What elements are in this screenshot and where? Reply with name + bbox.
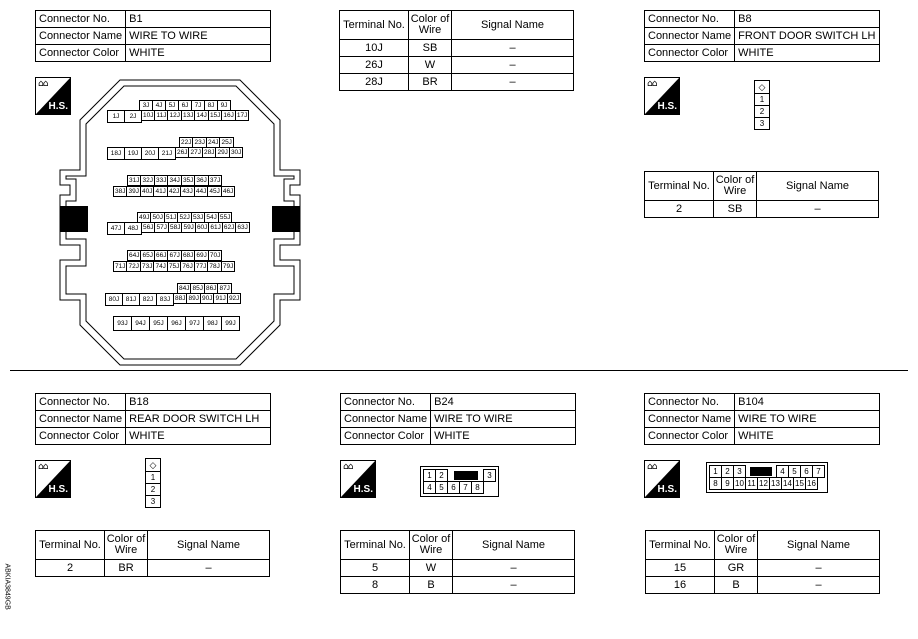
connector-no-label: Connector No. — [645, 394, 735, 411]
terminal-no-header: Terminal No. — [646, 531, 715, 560]
wire-cell: BR — [105, 560, 148, 577]
pin: 28J — [203, 149, 215, 156]
pin: 71J — [115, 263, 126, 270]
pin: 3J — [139, 100, 153, 111]
table-row — [36, 560, 270, 577]
signal-cell: – — [452, 74, 574, 91]
connector-no-value: B24 — [431, 394, 576, 411]
connector-no-label: Connector No. — [36, 394, 126, 411]
pin: 80J — [105, 293, 123, 306]
connector-name-value: FRONT DOOR SWITCH LH — [735, 28, 880, 45]
connector-no-label: Connector No. — [36, 11, 126, 28]
pin: 14J — [196, 112, 207, 119]
signal-cell: – — [453, 560, 575, 577]
b1-pin-row-6 — [114, 186, 235, 197]
pin: 25J — [221, 139, 232, 146]
b1-pin-row-12 — [106, 293, 241, 306]
b8-connector-face — [754, 80, 770, 130]
connector-name-label: Connector Name — [645, 411, 735, 428]
signal-cell: – — [453, 577, 575, 594]
b18-info-table — [35, 393, 271, 445]
pin: 32J — [142, 177, 153, 184]
pin: 82J — [139, 293, 157, 306]
pin: 95J — [149, 316, 168, 331]
lock-tab — [750, 467, 772, 476]
pin: 6J — [178, 100, 192, 111]
connector-name-label: Connector Name — [36, 28, 126, 45]
terminal-cell: 10J — [340, 40, 409, 57]
pin: 20J — [141, 147, 159, 160]
signal-name-header: Signal Name — [453, 531, 575, 560]
pin: 73J — [141, 263, 153, 270]
pin: 50J — [152, 214, 163, 221]
b1-pin-row-5 — [128, 175, 222, 186]
table-row — [646, 577, 880, 594]
pin: 3 — [755, 118, 769, 129]
pin: 6 — [800, 465, 813, 478]
table-row — [341, 560, 575, 577]
pin: 2 — [721, 465, 734, 478]
b18-terminal-table — [35, 530, 270, 577]
pin: 85J — [192, 285, 203, 292]
b18-connector-face — [145, 458, 161, 508]
signal-cell: – — [757, 201, 879, 218]
pin: 19J — [124, 147, 142, 160]
connector-name-value: WIRE TO WIRE — [126, 28, 271, 45]
wire-cell: BR — [409, 74, 452, 91]
terminal-no-header: Terminal No. — [340, 11, 409, 40]
pin: 1 — [755, 94, 769, 106]
pin: 84J — [179, 285, 190, 292]
terminal-cell: 15 — [646, 560, 715, 577]
pin: 59J — [183, 224, 194, 231]
pin: 22J — [181, 139, 192, 146]
pin: 1 — [146, 472, 160, 484]
b1-pin-row-9 — [128, 250, 222, 261]
pin: 5 — [435, 481, 448, 494]
table-row — [341, 577, 575, 594]
pin: 24J — [207, 139, 219, 146]
connector-name-value: WIRE TO WIRE — [735, 411, 880, 428]
pin: 5 — [788, 465, 801, 478]
b8-info-table — [644, 10, 880, 62]
pin: 97J — [185, 316, 204, 331]
pin: 40J — [141, 188, 153, 195]
pin: 47J — [107, 222, 125, 235]
pin: 15 — [793, 477, 806, 490]
pin: 17J — [236, 112, 248, 119]
connector-color-label: Connector Color — [645, 428, 735, 445]
signal-name-header: Signal Name — [757, 172, 879, 201]
pin: 1 — [423, 469, 436, 482]
color-of-wire-header: Color of Wire — [105, 531, 148, 560]
pin: 78J — [209, 263, 220, 270]
terminal-cell: 26J — [340, 57, 409, 74]
pin: 14 — [781, 477, 794, 490]
pin: 45J — [209, 188, 220, 195]
pin: 49J — [139, 214, 150, 221]
terminal-cell: 5 — [341, 560, 410, 577]
pin: 3 — [146, 496, 160, 507]
signal-name-header: Signal Name — [452, 11, 574, 40]
section-divider — [10, 370, 908, 371]
terminal-no-header: Terminal No. — [341, 531, 410, 560]
connector-no-label: Connector No. — [645, 11, 735, 28]
terminal-cell: 28J — [340, 74, 409, 91]
connector-name-label: Connector Name — [645, 28, 735, 45]
pin: 70J — [209, 252, 221, 259]
b1-terminal-table — [339, 10, 574, 91]
pin: 1J — [107, 110, 125, 123]
pin: 34J — [169, 177, 180, 184]
pin: 74J — [155, 263, 166, 270]
lock-icon: ◇ — [755, 81, 769, 94]
pin: 75J — [168, 263, 180, 270]
terminal-cell: 16 — [646, 577, 715, 594]
pin: 7 — [812, 465, 825, 478]
signal-name-header: Signal Name — [758, 531, 880, 560]
pin: 27J — [190, 149, 201, 156]
harness-side-icon: ⌂⌂ H.S. — [644, 77, 680, 115]
connector-name-label: Connector Name — [36, 411, 126, 428]
pin: 55J — [219, 214, 231, 221]
terminal-cell: 2 — [36, 560, 105, 577]
pin: 48J — [124, 222, 142, 235]
table-row — [340, 74, 574, 91]
pin: 44J — [195, 188, 207, 195]
pin: 37J — [209, 177, 221, 184]
pin: 2 — [755, 106, 769, 118]
pin: 8 — [471, 481, 484, 494]
table-row — [646, 560, 880, 577]
pin: 56J — [143, 224, 154, 231]
connector-no-label: Connector No. — [341, 394, 431, 411]
pin: 98J — [203, 316, 222, 331]
document-code: ABKIA3849GB — [3, 563, 11, 610]
pin: 46J — [222, 188, 234, 195]
color-of-wire-header: Color of Wire — [410, 531, 453, 560]
pin: 91J — [215, 295, 226, 302]
harness-side-icon: ⌂⌂ H.S. — [35, 460, 71, 498]
pin: 83J — [156, 293, 174, 306]
terminal-cell: 2 — [645, 201, 714, 218]
signal-cell: – — [148, 560, 270, 577]
table-row — [645, 201, 879, 218]
pin: 4J — [152, 100, 166, 111]
pin: 12J — [169, 112, 180, 119]
pin: 12 — [757, 477, 770, 490]
terminal-no-header: Terminal No. — [36, 531, 105, 560]
connector-color-value: WHITE — [126, 428, 271, 445]
b104-terminal-table — [645, 530, 880, 594]
pin: 16J — [223, 112, 234, 119]
b104-info-table — [644, 393, 880, 445]
pin: 15J — [209, 112, 221, 119]
connector-color-value: WHITE — [126, 45, 271, 62]
pin: 3 — [733, 465, 746, 478]
terminal-cell: 8 — [341, 577, 410, 594]
pin: 81J — [122, 293, 140, 306]
pin: 13 — [769, 477, 782, 490]
pin: 76J — [182, 263, 193, 270]
pin: 68J — [182, 252, 194, 259]
b8-terminal-table — [644, 171, 879, 218]
pin: 62J — [223, 224, 235, 231]
table-row — [340, 40, 574, 57]
pin: 7J — [191, 100, 205, 111]
connector-no-value: B18 — [126, 394, 271, 411]
lock-tab — [454, 471, 478, 480]
pin: 94J — [131, 316, 150, 331]
signal-name-header: Signal Name — [148, 531, 270, 560]
pin: 51J — [165, 214, 177, 221]
connector-color-label: Connector Color — [645, 45, 735, 62]
b1-pin-row-8 — [108, 222, 250, 235]
lock-icon: ◇ — [146, 459, 160, 472]
pin: 18J — [107, 147, 125, 160]
pin: 52J — [179, 214, 190, 221]
b104-connector-face — [706, 462, 828, 493]
table-row — [340, 57, 574, 74]
color-of-wire-header: Color of Wire — [715, 531, 758, 560]
pin: 38J — [115, 188, 126, 195]
signal-cell: – — [452, 57, 574, 74]
harness-side-icon: ⌂⌂ H.S. — [644, 460, 680, 498]
wire-cell: W — [409, 57, 452, 74]
pin: 65J — [142, 252, 153, 259]
pin: 35J — [182, 177, 194, 184]
pin: 61J — [210, 224, 221, 231]
harness-side-icon: ⌂⌂ H.S. — [340, 460, 376, 498]
pin: 16 — [805, 477, 818, 490]
pin: 33J — [155, 177, 167, 184]
pin: 77J — [195, 263, 207, 270]
pin: 4 — [776, 465, 789, 478]
pin: 64J — [129, 252, 140, 259]
pin: 9 — [721, 477, 734, 490]
b24-connector-face — [420, 466, 499, 497]
pin: 4 — [423, 481, 436, 494]
pin: 39J — [128, 188, 139, 195]
pin: 66J — [155, 252, 167, 259]
pin: 69J — [196, 252, 207, 259]
b24-terminal-table — [340, 530, 575, 594]
b24-info-table — [340, 393, 576, 445]
pin: 31J — [129, 177, 140, 184]
pin: 86J — [205, 285, 217, 292]
pin: 21J — [158, 147, 176, 160]
connector-color-label: Connector Color — [341, 428, 431, 445]
pin: 30J — [230, 149, 242, 156]
pin: 8J — [204, 100, 218, 111]
pin: 99J — [221, 316, 240, 331]
pin: 72J — [128, 263, 139, 270]
connector-color-value: WHITE — [431, 428, 576, 445]
pin: 79J — [222, 263, 234, 270]
pin: 58J — [169, 224, 181, 231]
b1-pin-row-13 — [114, 316, 240, 331]
pin: 42J — [168, 188, 180, 195]
pin: 13J — [182, 112, 194, 119]
pin: 29J — [217, 149, 228, 156]
pin: 7 — [459, 481, 472, 494]
pin: 57J — [156, 224, 167, 231]
color-of-wire-header: Color of Wire — [409, 11, 452, 40]
connector-no-value: B104 — [735, 394, 880, 411]
pin: 11J — [156, 112, 167, 119]
connector-no-value: B8 — [735, 11, 880, 28]
pin: 36J — [196, 177, 207, 184]
wire-cell: W — [410, 560, 453, 577]
wire-cell: B — [715, 577, 758, 594]
pin: 9J — [217, 100, 231, 111]
signal-cell: – — [758, 560, 880, 577]
pin: 6 — [447, 481, 460, 494]
color-of-wire-header: Color of Wire — [714, 172, 757, 201]
connector-name-value: WIRE TO WIRE — [431, 411, 576, 428]
pin: 67J — [169, 252, 180, 259]
pin: 41J — [155, 188, 166, 195]
pin: 92J — [228, 295, 240, 302]
pin: 11 — [745, 477, 758, 490]
pin: 23J — [194, 139, 205, 146]
pin: 5J — [165, 100, 179, 111]
wire-cell: SB — [409, 40, 452, 57]
pin: 53J — [192, 214, 204, 221]
pin: 60J — [196, 224, 208, 231]
connector-no-value: B1 — [126, 11, 271, 28]
b1-pin-row-4 — [108, 147, 243, 160]
pin: 2J — [124, 110, 142, 123]
signal-cell: – — [758, 577, 880, 594]
connector-color-label: Connector Color — [36, 428, 126, 445]
pin: 10J — [143, 112, 154, 119]
pin: 93J — [113, 316, 132, 331]
pin: 88J — [175, 295, 186, 302]
pin: 8 — [709, 477, 722, 490]
pin: 43J — [182, 188, 193, 195]
harness-side-icon: ⌂⌂ H.S. — [35, 77, 71, 115]
pin: 26J — [177, 149, 188, 156]
terminal-no-header: Terminal No. — [645, 172, 714, 201]
connector-color-value: WHITE — [735, 428, 880, 445]
pin: 3 — [483, 469, 496, 482]
pin: 2 — [146, 484, 160, 496]
connector-color-value: WHITE — [735, 45, 880, 62]
pin: 10 — [733, 477, 746, 490]
pin: 2 — [435, 469, 448, 482]
pin: 54J — [206, 214, 217, 221]
wire-cell: SB — [714, 201, 757, 218]
pin: 63J — [237, 224, 248, 231]
b1-pin-row-2 — [108, 110, 249, 123]
pin: 90J — [201, 295, 213, 302]
connector-color-label: Connector Color — [36, 45, 126, 62]
pin: 89J — [188, 295, 199, 302]
pin: 87J — [219, 285, 230, 292]
pin: 96J — [167, 316, 186, 331]
connector-name-value: REAR DOOR SWITCH LH — [126, 411, 271, 428]
pin: 1 — [709, 465, 722, 478]
wire-cell: B — [410, 577, 453, 594]
b1-pin-row-10 — [114, 261, 235, 272]
connector-name-label: Connector Name — [341, 411, 431, 428]
b1-info-table — [35, 10, 271, 62]
signal-cell: – — [452, 40, 574, 57]
wire-cell: GR — [715, 560, 758, 577]
